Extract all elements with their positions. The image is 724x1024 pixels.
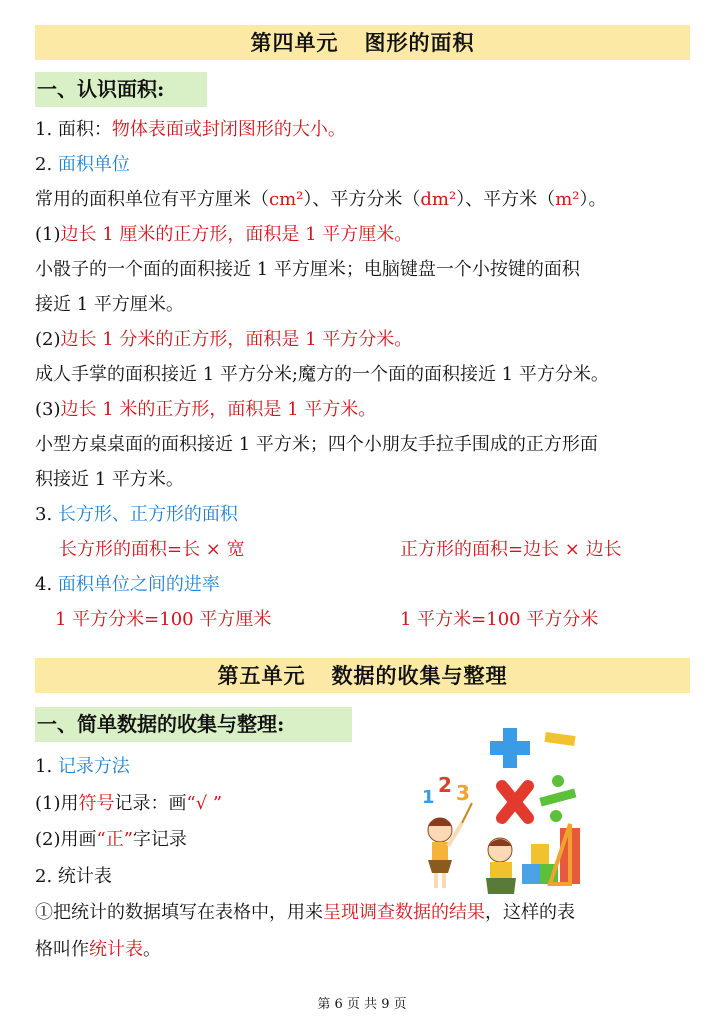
text-line <box>35 427 695 462</box>
page-footer: 第 6 页 共 9 页 <box>317 997 407 1012</box>
digit-3: 3 <box>456 781 470 805</box>
text-segment: 积接近 1 平方米。 <box>35 469 184 490</box>
text-segment: 小型方桌桌面的面积接近 1 平方米；四个小朋友手拉手围成的正方形面 <box>35 434 598 455</box>
text-segment: 小骰子的一个面的面积接近 1 平方厘米；电脑键盘一个小按键的面积 <box>35 259 580 280</box>
text-line <box>35 147 695 182</box>
section-heading-area: 一、认识面积: <box>35 72 207 107</box>
text-line <box>35 532 695 567</box>
text-line <box>35 357 695 392</box>
text-segment: 呈现调查数据的结果 <box>323 902 485 924</box>
text-segment: ，这样的表 <box>485 902 575 924</box>
text-line <box>35 895 695 932</box>
text-segment: ）、平方分米（ <box>303 189 421 210</box>
text-segment: ）。 <box>579 189 607 210</box>
divide-icon <box>539 775 576 822</box>
unit-4-number: 第四单元 <box>250 30 339 55</box>
text-segment: 边长 1 米的正方形，面积是 1 平方米。 <box>60 399 377 420</box>
text-segment: m² <box>555 189 580 210</box>
text-line <box>35 497 695 532</box>
text-line <box>35 182 695 217</box>
text-segment: (3) <box>35 399 61 420</box>
section-heading-data: 一、简单数据的收集与整理: <box>35 707 352 742</box>
unit-5-title <box>35 658 690 693</box>
text-segment: “正” <box>96 829 133 851</box>
text-line <box>35 287 695 322</box>
text-segment: 1. <box>35 756 58 777</box>
text-segment: ①把统计的数据填写在表格中，用来 <box>35 902 323 924</box>
text-line <box>35 567 695 602</box>
text-segment: ）、平方米（ <box>456 189 556 210</box>
text-line <box>35 392 695 427</box>
text-segment: (1) <box>35 224 61 245</box>
unit-5-name: 数据的收集与整理 <box>331 663 508 688</box>
text-segment: 1 平方分米=100 平方厘米 <box>55 609 272 630</box>
text-segment: 面积单位 <box>57 154 130 175</box>
text-segment: 3. <box>35 504 58 525</box>
text-segment: (2) <box>35 329 61 350</box>
digit-1: 1 <box>422 787 435 808</box>
text-line <box>35 217 695 252</box>
text-line <box>35 462 695 497</box>
text-line <box>35 112 695 147</box>
text-segment: 边长 1 分米的正方形，面积是 1 平方分米。 <box>60 329 413 350</box>
text-segment: 边长 1 厘米的正方形，面积是 1 平方厘米。 <box>60 224 413 245</box>
unit-4-name: 图形的面积 <box>364 30 475 55</box>
text-segment: cm² <box>269 189 304 210</box>
boy-figure <box>486 838 516 894</box>
digit-2: 2 <box>438 773 452 797</box>
text-segment: 1 平方米=100 平方分米 <box>400 609 599 630</box>
text-segment: 。 <box>143 938 161 960</box>
text-segment: 物体表面或封闭图形的大小。 <box>111 119 346 140</box>
text-segment: 统计表 <box>89 938 143 960</box>
text-line <box>35 322 695 357</box>
text-line <box>35 602 695 637</box>
text-segment: 记录方法 <box>57 756 130 777</box>
text-line <box>35 252 695 287</box>
unit-5-number: 第五单元 <box>217 663 306 688</box>
text-segment: 成人手掌的面积接近 1 平方分米;魔方的一个面的面积接近 1 平方分米。 <box>35 364 609 385</box>
text-segment: 正方形的面积=边长 × 边长 <box>400 539 622 560</box>
text-segment: 常用的面积单位有平方厘米（ <box>35 189 269 210</box>
text-segment: 符号 <box>78 792 115 814</box>
text-segment: (1)用 <box>35 792 79 814</box>
unit-4-title <box>35 25 690 60</box>
text-segment: dm² <box>420 189 457 210</box>
text-segment: 接近 1 平方厘米。 <box>35 294 184 315</box>
plus-icon <box>490 728 530 768</box>
text-column-2 <box>400 532 622 567</box>
text-segment: (2)用画 <box>35 829 97 851</box>
text-segment: “√ ” <box>186 792 223 814</box>
multiply-icon <box>502 786 528 818</box>
text-segment: 字记录 <box>132 829 187 851</box>
text-column-2 <box>400 602 598 637</box>
girl-figure <box>428 803 472 888</box>
text-segment: 长方形、正方形的面积 <box>57 504 238 525</box>
text-segment: 格叫作 <box>35 938 89 960</box>
text-segment: 长方形的面积=长 × 宽 <box>59 539 245 560</box>
text-segment: 2. 统计表 <box>35 865 112 887</box>
text-segment: 2. <box>35 154 58 175</box>
text-segment: 1. 面积： <box>35 119 112 140</box>
text-segment: 面积单位之间的进率 <box>57 574 220 595</box>
minus-icon <box>544 732 575 746</box>
text-segment: 记录：画 <box>114 792 187 814</box>
text-segment: 4. <box>35 574 58 595</box>
children-math-illustration <box>410 728 610 898</box>
blocks-icon <box>522 824 580 884</box>
text-line <box>35 932 695 969</box>
area-content <box>35 112 695 637</box>
